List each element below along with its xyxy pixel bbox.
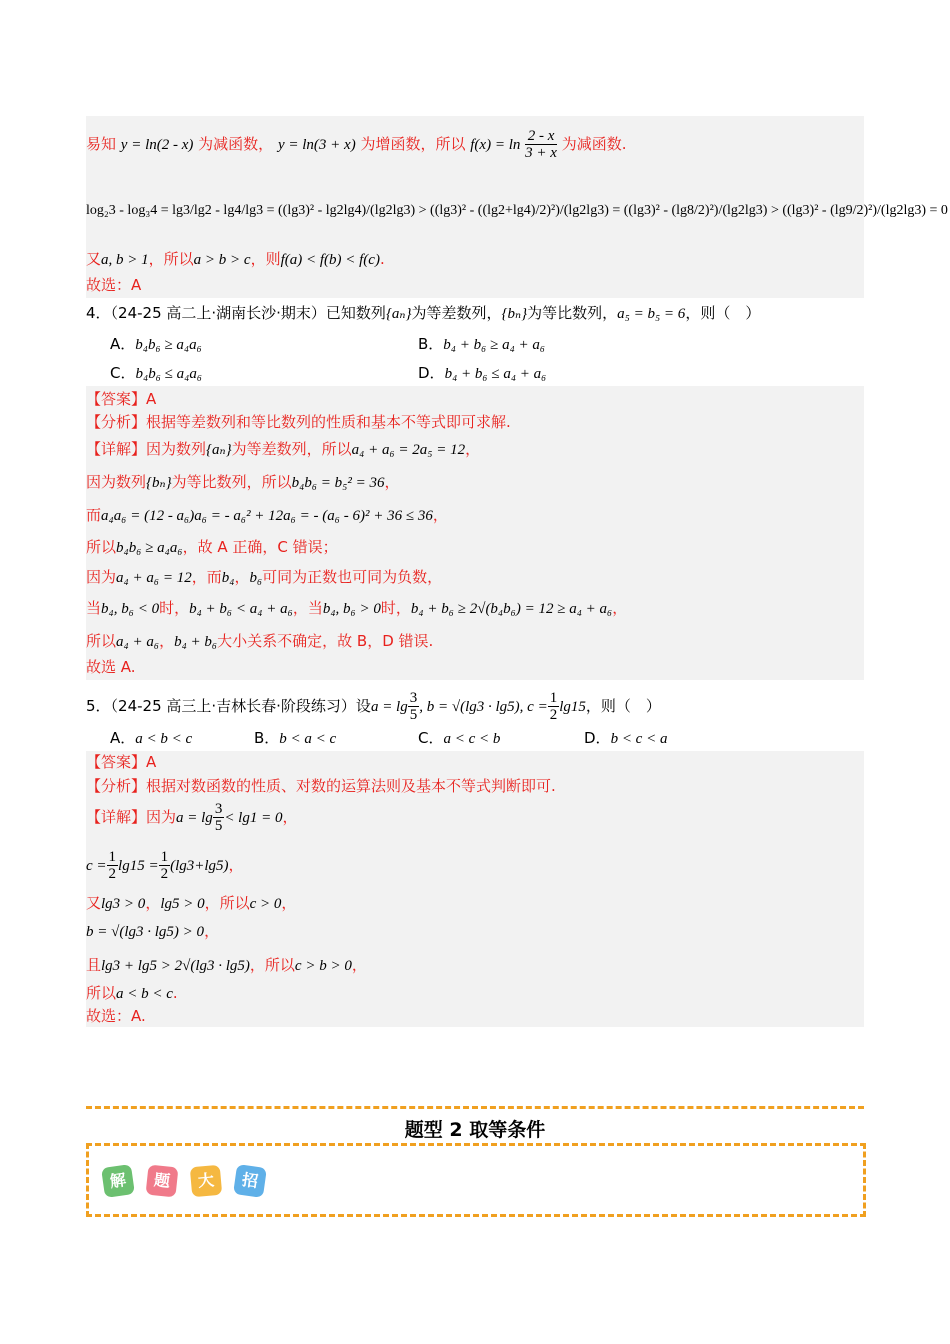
solution-5-detail-1: 【详解】因为a = lg $\frac{3}{5}$ < lg1 = 0， — [86, 801, 298, 834]
question-4-option-b: B．b₄ + b₆ ≥ a₄ + a₆ — [418, 335, 546, 353]
solution-4-detail-5: 因为a₄ + a₆ = 12，而b₄，b₆可同为正数也可同为负数， — [86, 568, 443, 586]
question-4-option-d: D．b₄ + b₆ ≤ a₄ + a₆ — [418, 364, 547, 382]
fraction: $\frac{2 - x}{3 + x}$ — [525, 128, 557, 161]
question-5-stem: 5．（24-25 高三上·吉林长春·阶段练习）设a = lg $\frac{3}{5}$ , b = √(lg3 · lg5), c = $\frac{1}{2}$ lg15，则（ ） — [86, 690, 661, 723]
solution-3-line-1: 易知 y = ln(2 - x) 为减函数， y = ln(3 + x) 为增函数，所以 f(x) = ln $\frac{2 - x}{3 + x}$ 为减函数. — [86, 128, 627, 161]
solution-3-line-3: 又a, b > 1，所以a > b > c，则f(a) < f(b) < f(c). — [86, 250, 385, 268]
solution-5-answer: 【答案】A — [86, 753, 157, 771]
solution-5-detail-5: 且lg3 + lg5 > 2√(lg3 · lg5)，所以c > b > 0， — [86, 956, 367, 974]
solution-5-detail-4: b = √(lg3 · lg5) > 0， — [86, 922, 220, 940]
solution-5-final: 故选：A. — [86, 1007, 146, 1025]
solution-5-detail-6: 所以a < b < c. — [86, 984, 178, 1002]
solution-4-answer: 【答案】A — [86, 390, 157, 408]
solution-4-analysis: 【分析】根据等差数列和等比数列的性质和基本不等式即可求解. — [86, 413, 511, 431]
solution-4-detail-2: 因为数列{bₙ}为等比数列，所以b₄b₆ = b₅² = 36， — [86, 473, 400, 491]
solution-5-detail-2: c = $\frac{1}{2}$ lg15 = $\frac{1}{2}$ (lg3+lg5)， — [86, 849, 244, 882]
question-4-option-c: C．b₄b₆ ≤ a₄a₆ — [110, 364, 203, 382]
solution-4-final: 故选 A. — [86, 658, 136, 676]
solution-4-detail-6: 当b₄, b₆ < 0时，b₄ + b₆ < a₄ + a₆，当b₄, b₆ > 0时，b₄ + b₆ ≥ 2√(b₄b₆) = 12 ≥ a₄ + a₆， — [86, 599, 628, 617]
badge-ti: 题 — [146, 1165, 179, 1198]
solution-4-detail-3: 而a₄a₆ = (12 - a₆)a₆ = - a₆² + 12a₆ = - (a₆ - 6)² + 36 ≤ 36， — [86, 506, 448, 524]
question-5-option-d: D．b < c < a — [584, 729, 668, 747]
solution-4-detail-4: 所以b₄b₆ ≥ a₄a₆，故 A 正确，C 错误； — [86, 538, 338, 556]
solution-3-answer: 故选：A — [86, 276, 142, 294]
section-title: 题型 2 取等条件 — [404, 1119, 546, 1141]
tips-box — [86, 1143, 866, 1217]
question-5-option-c: C．a < c < b — [418, 729, 501, 747]
solution-4-detail-7: 所以a₄ + a₆，b₄ + b₆大小关系不确定，故 B，D 错误. — [86, 632, 434, 650]
badge-da: 大 — [190, 1165, 223, 1198]
question-4-stem: 4．（24-25 高二上·湖南长沙·期末）已知数列{aₙ}为等差数列，{bₙ}为等比数列，a₅ = b₅ = 6，则（ ） — [86, 304, 761, 322]
section-divider — [86, 1106, 864, 1109]
solution-5-analysis: 【分析】根据对数函数的性质、对数的运算法则及基本不等式判断即可. — [86, 777, 556, 795]
solution-5-detail-3: 又lg3 > 0，lg5 > 0，所以c > 0， — [86, 894, 297, 912]
solution-3-line-2: log₂3 - log₃4 = lg3/lg2 - lg4/lg3 = ((lg3)² - lg2lg4)/(lg2lg3) > ((lg3)² - ((lg2+lg4)/2)²)/(lg2lg3) = ((lg3)² - (lg8/2)²)/(lg2lg3) > ((lg3)² - (lg9/2)²)/(lg2lg3) = 0 — [86, 203, 948, 218]
question-5-option-a: A．a < b < c — [110, 729, 193, 747]
badge-zhao: 招 — [233, 1164, 267, 1198]
solution-4-detail-1: 【详解】因为数列{aₙ}为等差数列，所以a₄ + a₆ = 2a₅ = 12， — [86, 440, 481, 458]
badge-jie: 解 — [101, 1164, 135, 1198]
question-5-option-b: B．b < a < c — [254, 729, 337, 747]
question-4-option-a: A．b₄b₆ ≥ a₄a₆ — [110, 335, 202, 353]
